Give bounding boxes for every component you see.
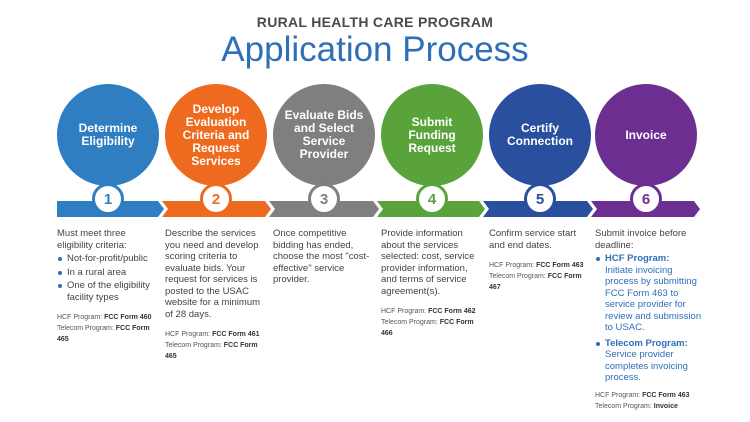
- step-5-bubble: [489, 84, 591, 186]
- step-4-forms: HCF Program: FCC Form 462 Telecom Program: FCC Form 466: [381, 308, 476, 337]
- step-1-bullets: [57, 253, 159, 303]
- step-1-forms: HCF Program: FCC Form 460 Telecom Program: FCC Form 465: [57, 314, 152, 343]
- step-3-text: Once competitive bidding has ended, choose the most "cost-effective" service provider.: [273, 228, 370, 285]
- step-4-bubble: [381, 84, 483, 186]
- step-5-text: Confirm service start and end dates.: [489, 228, 577, 251]
- step-3-title: Evaluate Bids and Select Service Provider: [284, 108, 364, 161]
- step-6-bullets: [595, 253, 705, 384]
- step-2-text: Describe the services you need and develop scoring criteria to evaluate bids. Your request for services is posted to the USAC website for a minimum of 28 days.: [165, 228, 261, 320]
- step-2-forms: HCF Program: FCC Form 461 Telecom Program: FCC Form 465: [165, 331, 260, 360]
- bullet-rural-area: In a rural area: [57, 267, 159, 279]
- step-2-number: 2: [200, 183, 232, 215]
- step-3-bubble: [273, 84, 375, 186]
- step-4-title: Submit Funding Request: [408, 114, 456, 155]
- step-1-title: Determine Eligibility: [78, 121, 138, 148]
- step-4-number: 4: [416, 183, 448, 215]
- step-5-title: Certify Connection: [507, 121, 573, 148]
- step-6-bubble: [595, 84, 697, 186]
- program-eyebrow: RURAL HEALTH CARE PROGRAM: [256, 14, 494, 30]
- step-5-number: 5: [524, 183, 556, 215]
- step-6-text: Submit invoice before deadline:: [595, 228, 687, 251]
- bullet-telecom-invoicing: Telecom Program: Service provider completes invoicing process.: [595, 338, 705, 384]
- step-1-bubble: [57, 84, 159, 186]
- bullet-facility-types: One of the eligibility facility types: [57, 280, 159, 303]
- step-1-number: 1: [92, 183, 124, 215]
- step-3-number: 3: [308, 183, 340, 215]
- step-6-title: Invoice: [625, 127, 667, 142]
- step-1-text: Must meet three eligibility criteria:: [57, 228, 127, 251]
- step-1-description: [57, 228, 159, 345]
- step-4-description: [381, 228, 481, 339]
- step-6-number: 6: [630, 183, 662, 215]
- step-6-forms: HCF Program: FCC Form 463 Telecom Program: Invoice: [595, 391, 690, 410]
- step-2-title: Develop Evaluation Criteria and Request Services: [182, 101, 250, 168]
- step-6-description: [595, 228, 705, 412]
- step-2-bubble: [165, 84, 267, 186]
- bullet-hcf-invoicing: HCF Program: Initiate invoicing process by submitting FCC Form 463 to service provider for review and submission to USAC.: [595, 253, 705, 334]
- step-5-description: [489, 228, 587, 293]
- bullet-not-for-profit: Not-for-profit/public: [57, 253, 159, 265]
- step-5-forms: HCF Program: FCC Form 463 Telecom Program: FCC Form 467: [489, 262, 584, 291]
- step-3-description: [273, 228, 373, 286]
- page-title: Application Process: [221, 30, 529, 69]
- step-4-text: Provide information about the services selected: cost, service provider information, and terms of service agreement(s).: [381, 228, 475, 297]
- step-2-description: [165, 228, 269, 362]
